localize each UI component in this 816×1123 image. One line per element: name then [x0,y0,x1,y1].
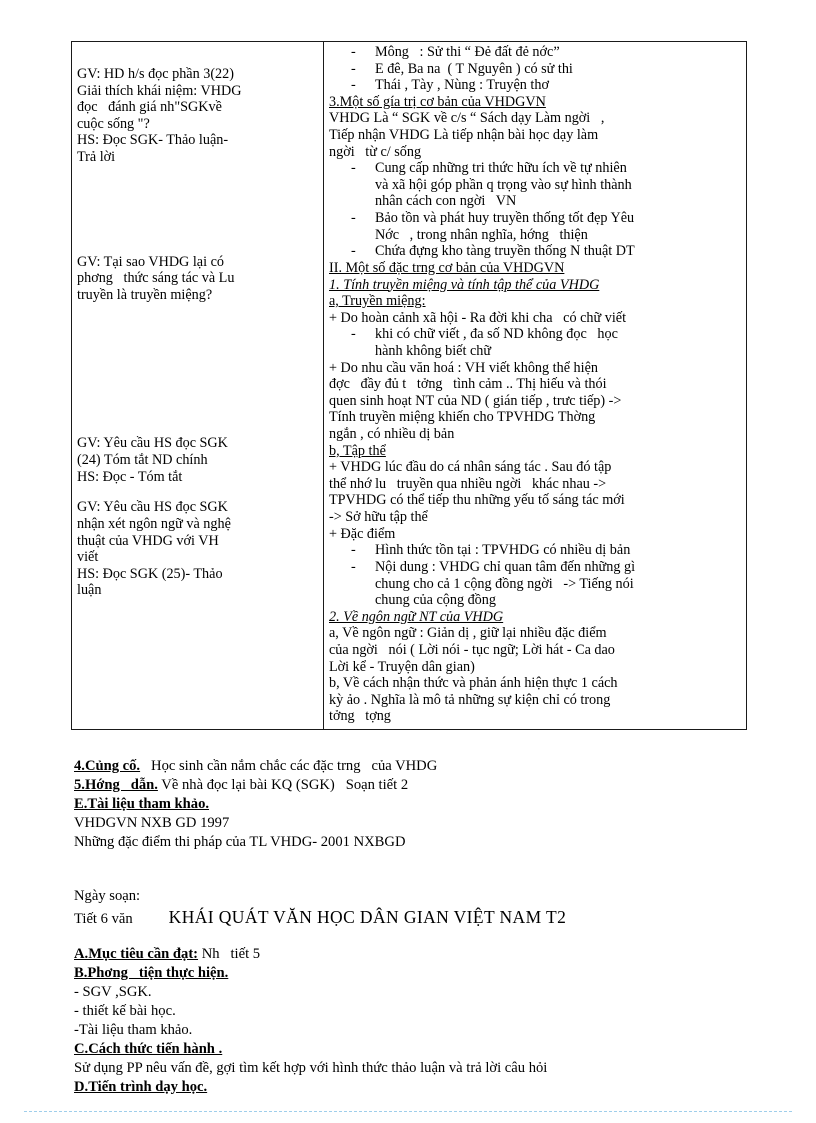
text-line: Tính truyền miệng khiến cho TPVHDG Thờng [329,409,596,426]
table-cell-lesson-content [324,42,747,730]
text-line: Nớc , trong nhân nghĩa, hớng thiện [375,226,588,243]
list-item [329,326,742,359]
ethnic-groups-list [329,44,742,94]
text-line: - Nội dung : VHDG chỉ quan tâm đến những gì [375,558,636,575]
line-cung-co [74,757,764,776]
text-line: tởng tợng [329,708,391,725]
text-line: cuộc sống "? [77,115,150,132]
text-line: luận [77,582,102,599]
line-tai-lieu [74,795,764,814]
list-item [329,559,742,609]
text-line: - Chứa đựng kho tàng truyền thống N thuật DT [375,243,635,260]
left-block-question-2 [77,435,319,485]
reference-item: Những đặc điểm thi pháp của TL VHDG- 2001 NXBGD [74,833,406,850]
left-block-intro [77,66,319,166]
page-title: KHÁI QUÁT VĂN HỌC DÂN GIAN VIỆT NAM T2 [168,906,567,927]
text-line: HS: Đọc SGK (25)- Thảo [77,565,223,582]
b-item: - thiết kế bài học. [74,1002,176,1019]
list-item [329,77,742,94]
table-cell-teacher-activities [72,42,324,730]
r4-dash-list [329,542,742,608]
page-bottom-rule [24,1111,792,1112]
b-item: - SGV ,SGK. [74,983,152,1000]
text-line: VHDG Là “ SGK về c/s “ Sách dạy Làm ngời , [329,110,605,127]
text-line: ngắn , có nhiều dị bản [329,426,455,443]
list-item [329,61,742,78]
text-line: Trả lời [77,149,116,166]
post-table-section [74,757,764,852]
label-section-d: D.Tiến trình dạy học. [74,1078,208,1095]
left-block-question-3 [77,499,319,599]
heading-subsection-2: 2. Về ngôn ngữ NT của VHDG [329,608,504,625]
text-line: - E đê, Ba na ( T Nguyên ) có sử thi [375,60,573,77]
text-section-c: Sử dụng PP nêu vấn đề, gợi tìm kết hợp với hình thức thảo luận và trả lời câu hỏi [74,1059,548,1076]
text-line: Giải thích khái niệm: VHDG [77,82,242,99]
text-line: thuật của VHDG với VH [77,532,219,549]
text-line: đọc đánh giá nh"SGKvề [77,99,222,116]
text-line: truyền là truyền miệng? [77,286,213,303]
lesson-plan-table [71,41,747,730]
text-line: GV: Yêu cầu HS đọc SGK [77,435,228,452]
text-line: ngời từ c/ sống [329,143,422,160]
r1-dash-list [329,326,742,359]
b-item: -Tài liệu tham khảo. [74,1021,193,1038]
label-huong-dan: 5.Hớng dẫn. [74,776,158,793]
line-section-d [74,1078,774,1097]
text-line: -> Sở hữu tập thể [329,509,428,526]
text-cung-co: Học sinh cần nắm chắc các đặc trng của VHDG [140,758,438,774]
text-line: thể nhớ lu truyền qua nhiều ngời khác nhau -> [329,475,607,492]
right-block-r4 [329,526,742,543]
text-line: quen sinh hoạt NT của ND ( gián tiếp , trưc tiếp) -> [329,392,622,409]
text-line: và xã hội góp phần q trọng vào sự hình thành [375,176,632,193]
label-tiet: Tiết 6 văn [74,910,133,927]
text-line: TPVHDG có thể tiếp thu những yếu tố sáng tác mới [329,492,625,509]
section-3-body [329,110,742,160]
list-item [329,243,742,260]
text-line: + Do nhu cầu văn hoá : VH viết không thể hiện [329,359,598,376]
list-item [329,160,742,210]
list-item [329,44,742,61]
label-tai-lieu: E.Tài liệu tham khảo. [74,795,210,812]
text-line: + Do hoàn cảnh xã hội - Ra đời khi cha có chữ viết [329,309,627,326]
line-huong-dan [74,776,764,795]
line-section-c [74,1040,774,1059]
line-section-a [74,945,774,964]
text-line: chung cho cả 1 cộng đồng ngời -> Tiếng nói [375,575,634,592]
text-line: - Thái , Tày , Nùng : Truyện thơ [375,77,549,94]
text-line: nhân cách con ngời VN [375,193,517,210]
reference-item: VHDGVN NXB GD 1997 [74,814,230,831]
text-huong-dan: Về nhà đọc lại bài KQ (SGK) Soạn tiết 2 [157,776,409,793]
text-line: - Bảo tồn và phát huy truyền thống tốt đẹp Yêu [375,210,635,227]
label-ngay-soan: Ngày soạn: [74,888,141,904]
text-line: chung của cộng đồng [375,592,496,609]
text-section-a: Nh tiết 5 [198,945,261,962]
text-line: nhận xét ngôn ngữ và nghệ [77,515,231,532]
text-line: - Cung cấp những tri thức hữu ích về tự nhiên [375,160,627,177]
line-section-b [74,964,774,983]
table-row [72,42,747,730]
heading-subsection-1: 1. Tính truyền miệng và tính tập thể của VHDG [329,276,600,293]
heading-a-truyen-mieng: a, Truyền miệng: [329,293,426,310]
text-line: - khi có chữ viết , đa số ND không đọc học [375,326,618,343]
heading-b-tap-the: b, Tập thể [329,442,386,459]
core-values-list [329,160,742,260]
text-line: Lời kể - Truyện dân gian) [329,658,475,675]
text-line: GV: Yêu cầu HS đọc SGK [77,499,228,516]
text-line: GV: HD h/s đọc phần 3(22) [77,66,234,82]
left-block-question-1 [77,254,319,304]
text-line: (24) Tóm tắt ND chính [77,452,208,469]
text-line: + VHDG lúc đầu do cá nhân sáng tác . Sau đó tập [329,459,612,476]
text-line: hành không biết chữ [375,342,492,359]
label-cung-co: 4.Củng cố. [74,758,141,774]
right-block-r1 [329,310,742,327]
text-line: GV: Tại sao VHDG lại có [77,253,224,270]
lesson-title-row [74,906,774,929]
label-section-a: A.Mục tiêu cần đạt: [74,945,199,962]
label-section-c: C.Cách thức tiến hành . [74,1040,223,1057]
lesson-2-body [74,945,774,1097]
text-line: phơng thức sáng tác và Lu [77,270,235,287]
text-line: của ngời nói ( Lời nói - tục ngữ; Lời hát - Ca dao [329,641,615,658]
text-line: viết [77,549,99,566]
list-item [329,210,742,243]
lesson-2-section [74,887,774,1097]
text-line: Tiếp nhận VHDG Là tiếp nhận bài học dạy làm [329,127,599,144]
text-line: đợc đầy đủ t tởng tình cảm .. Thị hiếu và thói [329,376,607,393]
heading-section-3: 3.Một số gía trị cơ bản của VHDGVN [329,93,546,110]
text-line: kỳ ảo . Nghĩa là mô tả những sự kiện chỉ có trong [329,691,611,708]
text-line: - Hình thức tồn tại : TPVHDG có nhiều dị bản [375,542,631,559]
text-line: + Đặc điểm [329,525,396,542]
heading-section-II: II. Một số đặc trng cơ bản của VHDGVN [329,259,565,276]
right-block-r2 [329,360,742,443]
text-line: HS: Đọc - Tóm tắt [77,468,183,485]
right-block-r3 [329,459,742,525]
text-line: HS: Đọc SGK- Thảo luận- [77,132,229,149]
label-section-b: B.Phơng tiện thực hiện. [74,964,229,981]
text-line: - Mông : Sử thi “ Đẻ đất đẻ nớc” [375,44,560,60]
right-block-r5 [329,625,742,725]
list-item [329,542,742,559]
text-line: b, Về cách nhận thức và phản ánh hiện thực 1 cách [329,675,618,692]
text-line: a, Về ngôn ngữ : Giản dị , giữ lại nhiều đặc điểm [329,625,607,642]
